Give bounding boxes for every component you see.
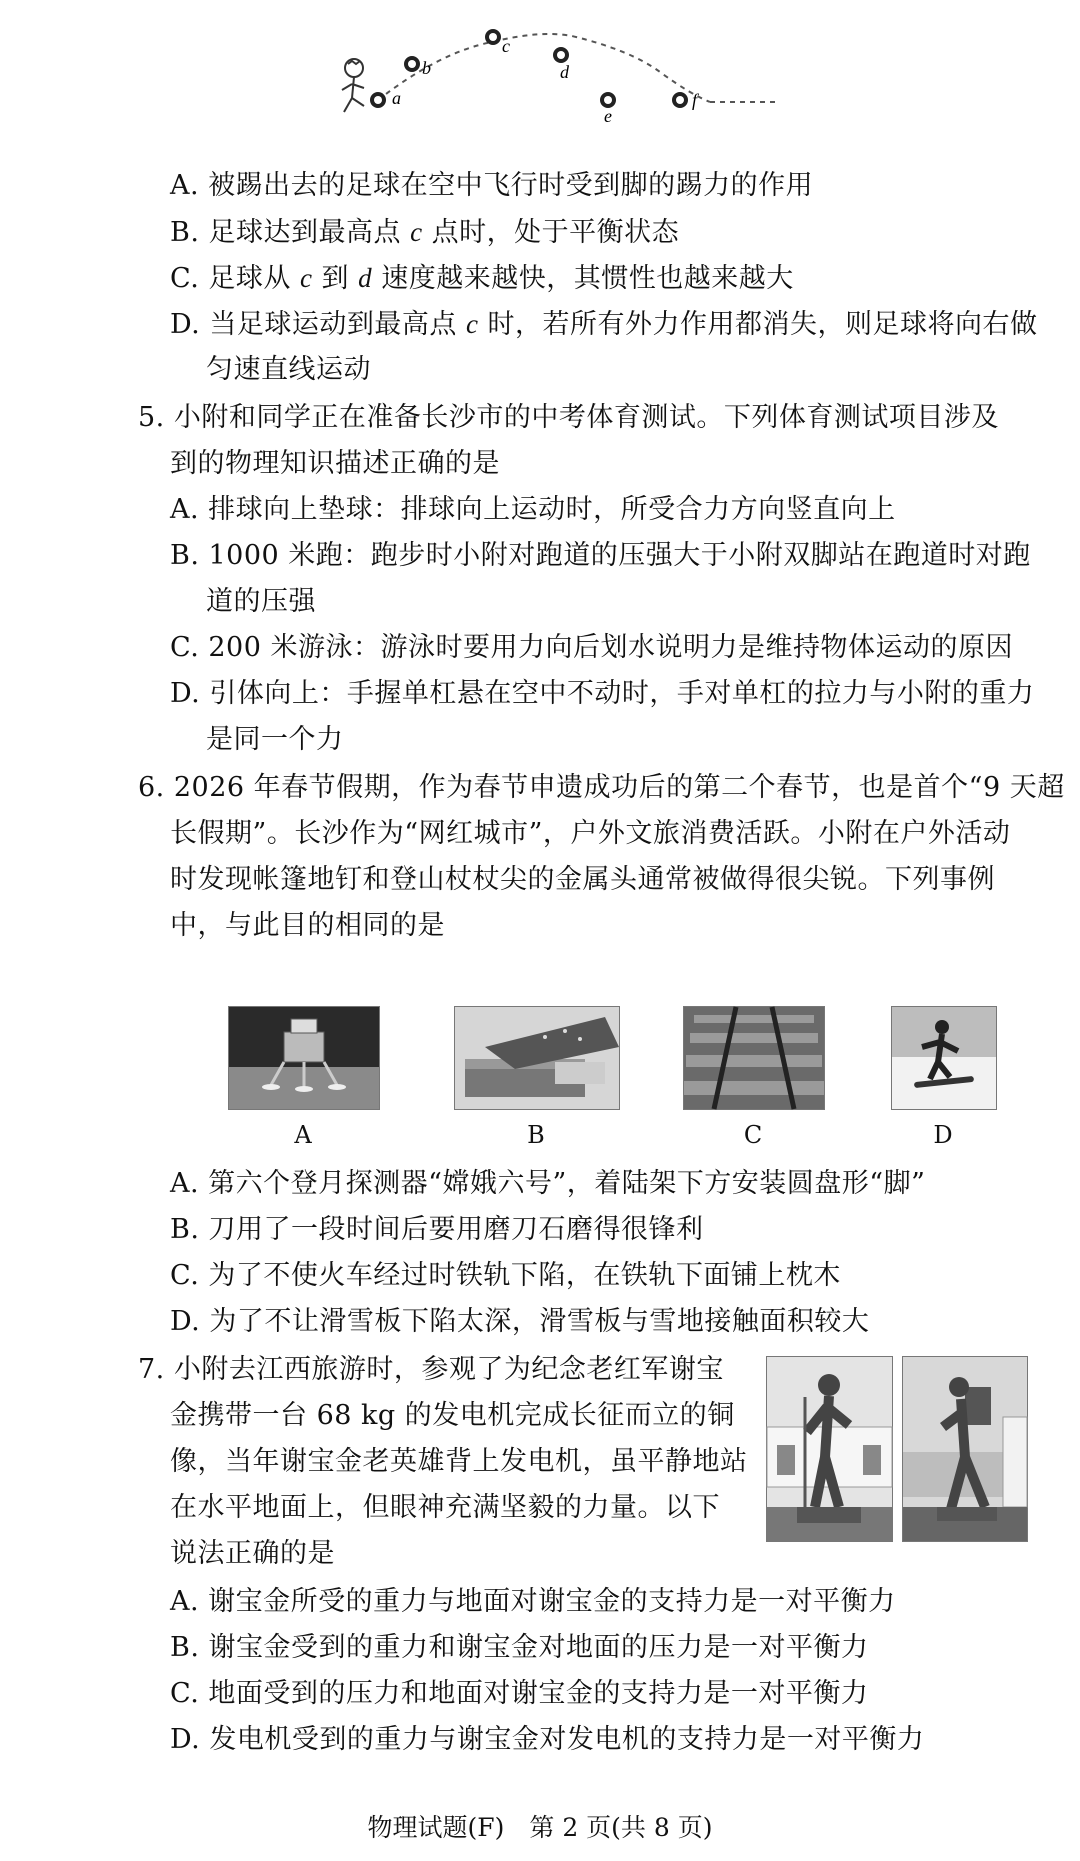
image-label-c: C xyxy=(743,1121,763,1149)
q5-option-d-cont: 是同一个力 xyxy=(206,724,344,755)
q7-stem-line4: 在水平地面上，但眼神充满坚毅的力量。以下 xyxy=(170,1492,720,1523)
photo-statue-front xyxy=(766,1356,893,1542)
point-label-a: a xyxy=(392,88,401,108)
q5-stem-line1: 5. 小附和同学正在准备长沙市的中考体育测试。下列体育测试项目涉及 xyxy=(138,402,999,433)
photo-lunar-lander xyxy=(228,1006,380,1110)
ball-f-icon xyxy=(672,92,688,108)
q5-option-b-cont: 道的压强 xyxy=(206,586,316,617)
point-label-f: f xyxy=(692,90,698,110)
q6-option-b: B. 刀用了一段时间后要用磨刀石磨得很锋利 xyxy=(170,1214,704,1245)
q7-option-c: C. 地面受到的压力和地面对谢宝金的支持力是一对平衡力 xyxy=(170,1678,869,1709)
q4-option-d-cont: 匀速直线运动 xyxy=(206,354,371,385)
q7-option-b: B. 谢宝金受到的重力和谢宝金对地面的压力是一对平衡力 xyxy=(170,1632,869,1663)
q5-option-b: B. 1000 米跑：跑步时小附对跑道的压强大于小附双脚站在跑道时对跑 xyxy=(170,540,1031,571)
point-label-d: d xyxy=(560,62,569,82)
q4-option-a: A. 被踢出去的足球在空中飞行时受到脚的踢力的作用 xyxy=(170,170,814,201)
image-label-b: B xyxy=(527,1121,545,1149)
page-footer: 物理试题(F) 第 2 页(共 8 页) xyxy=(367,1813,713,1842)
q7-option-a: A. 谢宝金所受的重力与地面对谢宝金的支持力是一对平衡力 xyxy=(170,1586,896,1617)
q7-stem-line2: 金携带一台 68 kg 的发电机完成长征而立的铜 xyxy=(170,1400,735,1431)
q7-stem-line3: 像，当年谢宝金老英雄背上发电机，虽平静地站 xyxy=(170,1446,748,1477)
q4-option-b: B. 足球达到最高点 c 点时，处于平衡状态 xyxy=(170,217,680,248)
q6-stem-line1: 6. 2026 年春节假期，作为春节申遗成功后的第二个春节，也是首个“9 天超 xyxy=(138,772,1065,803)
point-label-e: e xyxy=(604,106,612,126)
q6-stem-line4: 中，与此目的相同的是 xyxy=(170,910,445,941)
point-label-c: c xyxy=(502,36,510,56)
q6-stem-line3: 时发现帐篷地钉和登山杖杖尖的金属头通常被做得很尖锐。下列事例 xyxy=(170,864,995,895)
q7-stem-line1: 7. 小附去江西旅游时，参观了为纪念老红军谢宝 xyxy=(138,1354,724,1385)
photo-statue-side xyxy=(902,1356,1028,1542)
q5-option-a: A. 排球向上垫球：排球向上运动时，所受合力方向竖直向上 xyxy=(170,494,896,525)
q5-option-d: D. 引体向上：手握单杠悬在空中不动时，手对单杠的拉力与小附的重力 xyxy=(170,678,1035,709)
image-label-a: A xyxy=(294,1121,312,1149)
q6-option-c: C. 为了不使火车经过时铁轨下陷，在铁轨下面铺上枕木 xyxy=(170,1260,841,1291)
ball-a-icon xyxy=(370,92,386,108)
q5-option-c: C. 200 米游泳：游泳时要用力向后划水说明力是维持物体运动的原因 xyxy=(170,632,1013,663)
photo-snowboarder xyxy=(891,1006,997,1110)
ball-b-icon xyxy=(404,56,420,72)
kid-figure-icon xyxy=(342,59,364,112)
ball-c-icon xyxy=(485,29,501,45)
q4-option-d: D. 当足球运动到最高点 c 时，若所有外力作用都消失，则足球将向右做 xyxy=(170,309,1038,340)
point-label-b: b xyxy=(422,58,431,78)
photo-railway-sleepers xyxy=(683,1006,825,1110)
photo-whetstone-knife xyxy=(454,1006,620,1110)
image-label-d: D xyxy=(933,1121,953,1149)
q4-option-c: C. 足球从 c 到 d 速度越来越快，其惯性也越来越大 xyxy=(170,263,794,294)
q7-option-d: D. 发电机受到的重力与谢宝金对发电机的支持力是一对平衡力 xyxy=(170,1724,925,1755)
q6-option-a: A. 第六个登月探测器“嫦娥六号”，着陆架下方安装圆盘形“脚” xyxy=(170,1168,926,1199)
q6-stem-line2: 长假期”。长沙作为“网红城市”，户外文旅消费活跃。小附在户外活动 xyxy=(170,818,1011,849)
ball-d-icon xyxy=(553,47,569,63)
q5-stem-line2: 到的物理知识描述正确的是 xyxy=(170,448,500,479)
soccer-trajectory-diagram xyxy=(392,22,830,132)
q7-stem-line5: 说法正确的是 xyxy=(170,1538,335,1569)
q6-option-d: D. 为了不让滑雪板下陷太深，滑雪板与雪地接触面积较大 xyxy=(170,1306,870,1337)
